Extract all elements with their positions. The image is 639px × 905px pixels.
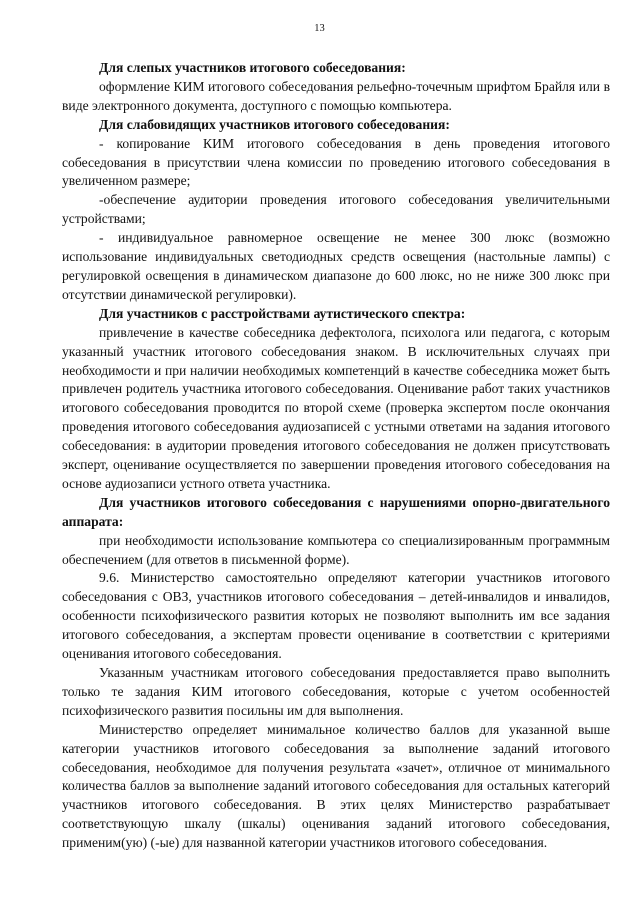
paragraph: - копирование КИМ итогового собеседования в день проведения итогового собеседования в присутствии члена комиссии по проведению итогового собеседования в увеличенном размере; [62, 135, 610, 189]
paragraph: Указанным участникам итогового собеседования предоставляется право выполнить только те задания КИМ итогового собеседования, которые с учетом особенностей психофизического развития посильны им для выполнения. [62, 665, 610, 718]
paragraph: -обеспечение аудитории проведения итогового собеседования увеличительными устройствами; [62, 192, 610, 227]
paragraph: 9.6. Министерство самостоятельно определяют категории участников итогового собеседования с ОВЗ, участников итогового собеседования – детей-инвалидов и инвалидов, особенности психофизического развития которых не позволяют выполнить им все задания итогового собеседования, а экспертам провести оценивание в соответствии с критериями оценивания итогового собеседования. [62, 570, 610, 662]
document-body [62, 59, 610, 853]
paragraph: при необходимости использование компьютера со специализированным программным обеспечением (для ответов в письменной форме). [62, 532, 610, 567]
section-heading-low-vision: Для слабовидящих участников итогового собеседования: [99, 116, 450, 132]
section-heading-blind: Для слепых участников итогового собеседования: [99, 60, 406, 75]
page-number: 13 [314, 23, 325, 34]
paragraph: - индивидуальное равномерное освещение не менее 300 люкс (возможно использование индивидуальных светодиодных средств освещения (настольные лампы) с регулировкой освещения в динамическом диапазоне до 600 люкс, но не ниже 300 люкс при отсутствии динамической регулировки). [62, 230, 610, 302]
paragraph: оформление КИМ итогового собеседования рельефно-точечным шрифтом Брайля или в виде электронного документа, доступного с помощью компьютера. [62, 78, 610, 113]
paragraph: Министерство определяет минимальное количество баллов для указанной выше категории участников итогового собеседования за выполнение заданий итогового собеседования, необходимое для получения результата «зачет», отличное от минимального количества баллов за выполнение заданий итогового собеседования для остальных категорий участников итогового собеседования. В этих целях Министерство разрабатывает соответствующую шкалу (шкалы) оценивания заданий итогового собеседования, применим(ую) (-ые) для названной категории участников итогового собеседования. [62, 721, 610, 851]
paragraph: привлечение в качестве собеседника дефектолога, психолога или педагога, с которым указанный участник итогового собеседования знаком. В исключительных случаях при необходимости и при наличии необходимых компетенций в качестве собеседника может быть привлечен родитель участника итогового собеседования. Оценивание работ таких участников итогового собеседования проводится по второй схеме (проверка экспертом после окончания проведения итогового собеседования аудиозаписей с устными ответами на задания итогового собеседования: в аудитории проведения итогового собеседования не должен присутствовать эксперт, оценивание осуществляется по завершении проведения итогового собеседования на основе аудиозаписи устного ответа участника. [62, 324, 610, 491]
section-heading-musculoskeletal: Для участников итогового собеседования с нарушениями опорно-двигательного аппарата: [62, 494, 610, 529]
section-heading-autism: Для участников с расстройствами аутистического спектра: [99, 305, 466, 321]
